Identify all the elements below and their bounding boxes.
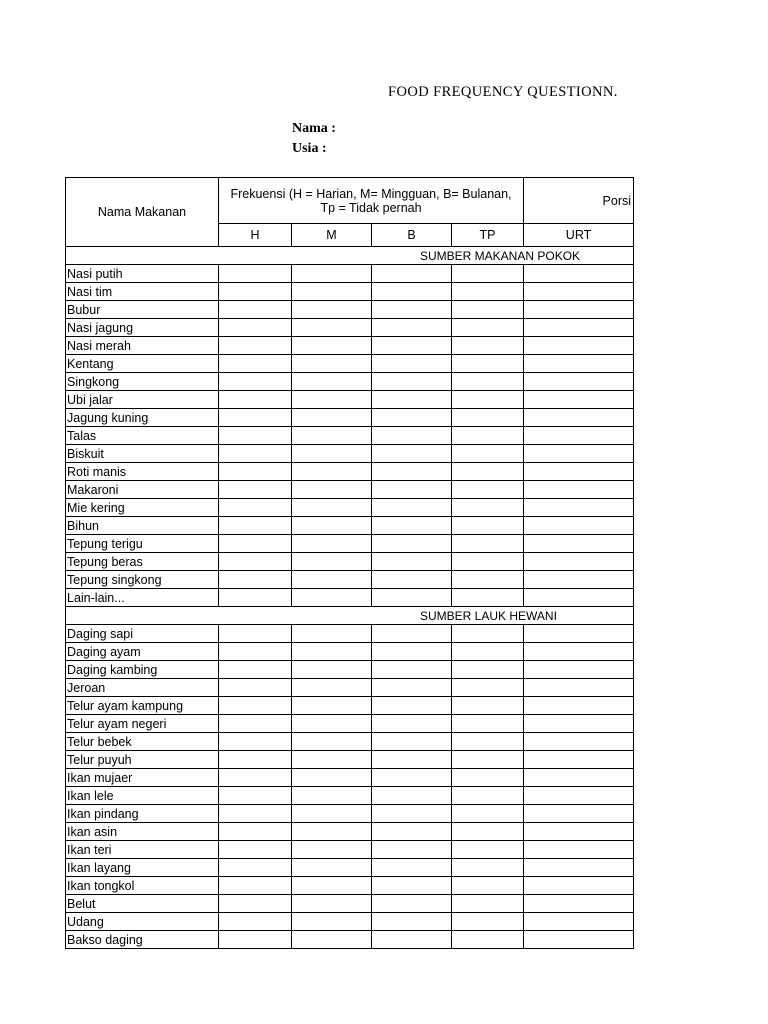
food-name-cell: Mie kering	[66, 499, 219, 517]
food-name-cell: Tepung terigu	[66, 535, 219, 553]
frequency-h-cell[interactable]	[219, 571, 292, 589]
frequency-b-cell[interactable]	[372, 553, 452, 571]
food-row	[66, 697, 634, 715]
header-col-tp: TP	[452, 224, 524, 247]
frequency-tp-cell[interactable]	[452, 409, 524, 427]
frequency-m-cell[interactable]	[292, 625, 372, 643]
frequency-b-cell[interactable]	[372, 895, 452, 913]
food-name-cell: Bakso daging	[66, 931, 219, 949]
food-name-cell: Bihun	[66, 517, 219, 535]
frequency-h-cell[interactable]	[219, 337, 292, 355]
food-row	[66, 355, 634, 373]
food-row	[66, 571, 634, 589]
frequency-h-cell[interactable]	[219, 445, 292, 463]
frequency-tp-cell[interactable]	[452, 841, 524, 859]
food-name-cell: Kentang	[66, 355, 219, 373]
frequency-h-cell[interactable]	[219, 841, 292, 859]
frequency-tp-cell[interactable]	[452, 355, 524, 373]
frequency-h-cell[interactable]	[219, 733, 292, 751]
frequency-b-cell[interactable]	[372, 373, 452, 391]
food-row	[66, 625, 634, 643]
frequency-m-cell[interactable]	[292, 409, 372, 427]
frequency-m-cell[interactable]	[292, 661, 372, 679]
frequency-h-cell[interactable]	[219, 715, 292, 733]
header-col-m: M	[292, 224, 372, 247]
frequency-b-cell[interactable]	[372, 841, 452, 859]
frequency-b-cell[interactable]	[372, 769, 452, 787]
frequency-urt-cell[interactable]	[524, 319, 634, 337]
frequency-tp-cell[interactable]	[452, 625, 524, 643]
frequency-urt-cell[interactable]	[524, 427, 634, 445]
food-name-cell: Biskuit	[66, 445, 219, 463]
frequency-urt-cell[interactable]	[524, 571, 634, 589]
frequency-m-cell[interactable]	[292, 715, 372, 733]
frequency-urt-cell[interactable]	[524, 355, 634, 373]
frequency-tp-cell[interactable]	[452, 751, 524, 769]
frequency-tp-cell[interactable]	[452, 391, 524, 409]
frequency-tp-cell[interactable]	[452, 571, 524, 589]
frequency-h-cell[interactable]	[219, 319, 292, 337]
frequency-h-cell[interactable]	[219, 355, 292, 373]
food-row	[66, 337, 634, 355]
frequency-h-cell[interactable]	[219, 589, 292, 607]
frequency-b-cell[interactable]	[372, 283, 452, 301]
frequency-m-cell[interactable]	[292, 859, 372, 877]
food-row	[66, 679, 634, 697]
frequency-m-cell[interactable]	[292, 535, 372, 553]
frequency-b-cell[interactable]	[372, 319, 452, 337]
frequency-m-cell[interactable]	[292, 841, 372, 859]
frequency-b-cell[interactable]	[372, 571, 452, 589]
frequency-h-cell[interactable]	[219, 409, 292, 427]
frequency-b-cell[interactable]	[372, 661, 452, 679]
frequency-b-cell[interactable]	[372, 409, 452, 427]
food-name-cell: Ikan mujaer	[66, 769, 219, 787]
frequency-h-cell[interactable]	[219, 751, 292, 769]
frequency-m-cell[interactable]	[292, 391, 372, 409]
food-row	[66, 409, 634, 427]
frequency-h-cell[interactable]	[219, 463, 292, 481]
frequency-m-cell[interactable]	[292, 427, 372, 445]
food-row	[66, 391, 634, 409]
section-title: SUMBER MAKANAN POKOK	[66, 247, 634, 265]
frequency-b-cell[interactable]	[372, 931, 452, 949]
frequency-m-cell[interactable]	[292, 499, 372, 517]
frequency-b-cell[interactable]	[372, 337, 452, 355]
frequency-h-cell[interactable]	[219, 697, 292, 715]
frequency-tp-cell[interactable]	[452, 319, 524, 337]
frequency-tp-cell[interactable]	[452, 805, 524, 823]
frequency-urt-cell[interactable]	[524, 769, 634, 787]
frequency-urt-cell[interactable]	[524, 697, 634, 715]
food-row	[66, 823, 634, 841]
frequency-b-cell[interactable]	[372, 733, 452, 751]
frequency-urt-cell[interactable]	[524, 499, 634, 517]
food-row	[66, 427, 634, 445]
frequency-urt-cell[interactable]	[524, 265, 634, 283]
frequency-tp-cell[interactable]	[452, 427, 524, 445]
frequency-b-cell[interactable]	[372, 823, 452, 841]
food-name-cell: Ikan pindang	[66, 805, 219, 823]
frequency-tp-cell[interactable]	[452, 913, 524, 931]
food-name-cell: Lain-lain...	[66, 589, 219, 607]
food-name-cell: Daging sapi	[66, 625, 219, 643]
food-row	[66, 463, 634, 481]
frequency-b-cell[interactable]	[372, 499, 452, 517]
frequency-urt-cell[interactable]	[524, 445, 634, 463]
frequency-urt-cell[interactable]	[524, 751, 634, 769]
food-name-cell: Nasi tim	[66, 283, 219, 301]
frequency-tp-cell[interactable]	[452, 553, 524, 571]
frequency-b-cell[interactable]	[372, 751, 452, 769]
frequency-tp-cell[interactable]	[452, 499, 524, 517]
section-header-row	[66, 607, 634, 625]
food-name-cell: Telur bebek	[66, 733, 219, 751]
frequency-h-cell[interactable]	[219, 499, 292, 517]
frequency-tp-cell[interactable]	[452, 715, 524, 733]
frequency-b-cell[interactable]	[372, 427, 452, 445]
frequency-urt-cell[interactable]	[524, 553, 634, 571]
ffq-table	[65, 177, 634, 949]
food-name-cell: Bubur	[66, 301, 219, 319]
header-food-name: Nama Makanan	[66, 178, 219, 247]
frequency-m-cell[interactable]	[292, 751, 372, 769]
frequency-urt-cell[interactable]	[524, 283, 634, 301]
frequency-m-cell[interactable]	[292, 589, 372, 607]
frequency-tp-cell[interactable]	[452, 337, 524, 355]
frequency-urt-cell[interactable]	[524, 895, 634, 913]
frequency-b-cell[interactable]	[372, 463, 452, 481]
food-row	[66, 265, 634, 283]
food-name-cell: Singkong	[66, 373, 219, 391]
header-frequency: Frekuensi (H = Harian, M= Mingguan, B= Bulanan, Tp = Tidak pernah	[219, 178, 524, 224]
frequency-b-cell[interactable]	[372, 805, 452, 823]
frequency-urt-cell[interactable]	[524, 913, 634, 931]
frequency-h-cell[interactable]	[219, 535, 292, 553]
food-row	[66, 481, 634, 499]
header-col-b: B	[372, 224, 452, 247]
frequency-h-cell[interactable]	[219, 859, 292, 877]
frequency-tp-cell[interactable]	[452, 895, 524, 913]
frequency-m-cell[interactable]	[292, 823, 372, 841]
frequency-m-cell[interactable]	[292, 265, 372, 283]
frequency-h-cell[interactable]	[219, 787, 292, 805]
frequency-m-cell[interactable]	[292, 697, 372, 715]
frequency-urt-cell[interactable]	[524, 337, 634, 355]
frequency-b-cell[interactable]	[372, 589, 452, 607]
frequency-tp-cell[interactable]	[452, 283, 524, 301]
frequency-b-cell[interactable]	[372, 391, 452, 409]
food-row	[66, 301, 634, 319]
frequency-tp-cell[interactable]	[452, 859, 524, 877]
frequency-m-cell[interactable]	[292, 877, 372, 895]
frequency-h-cell[interactable]	[219, 679, 292, 697]
food-row	[66, 895, 634, 913]
document-title: FOOD FREQUENCY QUESTIONN.	[388, 84, 618, 100]
frequency-urt-cell[interactable]	[524, 463, 634, 481]
food-name-cell: Ikan asin	[66, 823, 219, 841]
header-col-urt: URT	[524, 224, 634, 247]
food-row	[66, 319, 634, 337]
frequency-urt-cell[interactable]	[524, 805, 634, 823]
frequency-h-cell[interactable]	[219, 553, 292, 571]
frequency-h-cell[interactable]	[219, 769, 292, 787]
frequency-b-cell[interactable]	[372, 265, 452, 283]
frequency-h-cell[interactable]	[219, 301, 292, 319]
frequency-urt-cell[interactable]	[524, 661, 634, 679]
frequency-m-cell[interactable]	[292, 553, 372, 571]
frequency-m-cell[interactable]	[292, 805, 372, 823]
frequency-h-cell[interactable]	[219, 913, 292, 931]
frequency-tp-cell[interactable]	[452, 679, 524, 697]
food-name-cell: Ikan teri	[66, 841, 219, 859]
frequency-tp-cell[interactable]	[452, 301, 524, 319]
frequency-h-cell[interactable]	[219, 931, 292, 949]
frequency-tp-cell[interactable]	[452, 445, 524, 463]
frequency-b-cell[interactable]	[372, 517, 452, 535]
frequency-tp-cell[interactable]	[452, 535, 524, 553]
frequency-m-cell[interactable]	[292, 481, 372, 499]
frequency-b-cell[interactable]	[372, 715, 452, 733]
nama-label: Nama :	[292, 121, 336, 136]
frequency-b-cell[interactable]	[372, 859, 452, 877]
frequency-m-cell[interactable]	[292, 301, 372, 319]
food-row	[66, 661, 634, 679]
food-name-cell: Daging kambing	[66, 661, 219, 679]
header-col-h: H	[219, 224, 292, 247]
food-name-cell: Udang	[66, 913, 219, 931]
food-name-cell: Ikan tongkol	[66, 877, 219, 895]
frequency-b-cell[interactable]	[372, 355, 452, 373]
frequency-h-cell[interactable]	[219, 805, 292, 823]
header-portion: Porsi	[524, 178, 634, 224]
food-row	[66, 751, 634, 769]
food-row	[66, 445, 634, 463]
frequency-m-cell[interactable]	[292, 571, 372, 589]
frequency-m-cell[interactable]	[292, 355, 372, 373]
frequency-h-cell[interactable]	[219, 643, 292, 661]
food-name-cell: Nasi putih	[66, 265, 219, 283]
frequency-tp-cell[interactable]	[452, 643, 524, 661]
frequency-h-cell[interactable]	[219, 373, 292, 391]
frequency-tp-cell[interactable]	[452, 787, 524, 805]
frequency-tp-cell[interactable]	[452, 463, 524, 481]
food-name-cell: Telur puyuh	[66, 751, 219, 769]
frequency-tp-cell[interactable]	[452, 733, 524, 751]
food-row	[66, 841, 634, 859]
frequency-urt-cell[interactable]	[524, 517, 634, 535]
food-row	[66, 769, 634, 787]
frequency-h-cell[interactable]	[219, 265, 292, 283]
frequency-m-cell[interactable]	[292, 643, 372, 661]
food-row	[66, 283, 634, 301]
food-row	[66, 643, 634, 661]
frequency-m-cell[interactable]	[292, 373, 372, 391]
food-name-cell: Nasi jagung	[66, 319, 219, 337]
food-name-cell: Jeroan	[66, 679, 219, 697]
frequency-h-cell[interactable]	[219, 877, 292, 895]
frequency-tp-cell[interactable]	[452, 373, 524, 391]
frequency-b-cell[interactable]	[372, 679, 452, 697]
food-name-cell: Jagung kuning	[66, 409, 219, 427]
food-name-cell: Tepung beras	[66, 553, 219, 571]
frequency-urt-cell[interactable]	[524, 373, 634, 391]
frequency-h-cell[interactable]	[219, 391, 292, 409]
food-name-cell: Roti manis	[66, 463, 219, 481]
food-name-cell: Telur ayam kampung	[66, 697, 219, 715]
food-row	[66, 715, 634, 733]
frequency-m-cell[interactable]	[292, 337, 372, 355]
frequency-h-cell[interactable]	[219, 427, 292, 445]
frequency-m-cell[interactable]	[292, 463, 372, 481]
frequency-urt-cell[interactable]	[524, 409, 634, 427]
food-row	[66, 877, 634, 895]
frequency-tp-cell[interactable]	[452, 517, 524, 535]
frequency-b-cell[interactable]	[372, 787, 452, 805]
frequency-h-cell[interactable]	[219, 517, 292, 535]
frequency-b-cell[interactable]	[372, 643, 452, 661]
usia-label: Usia :	[292, 141, 327, 156]
frequency-urt-cell[interactable]	[524, 301, 634, 319]
section-title: SUMBER LAUK HEWANI	[66, 607, 634, 625]
food-row	[66, 931, 634, 949]
frequency-h-cell[interactable]	[219, 481, 292, 499]
frequency-urt-cell[interactable]	[524, 535, 634, 553]
frequency-tp-cell[interactable]	[452, 823, 524, 841]
frequency-tp-cell[interactable]	[452, 481, 524, 499]
frequency-m-cell[interactable]	[292, 931, 372, 949]
food-row	[66, 859, 634, 877]
food-name-cell: Ubi jalar	[66, 391, 219, 409]
section-header-row	[66, 247, 634, 265]
frequency-h-cell[interactable]	[219, 823, 292, 841]
frequency-h-cell[interactable]	[219, 625, 292, 643]
frequency-h-cell[interactable]	[219, 661, 292, 679]
frequency-m-cell[interactable]	[292, 517, 372, 535]
header-row	[66, 178, 634, 224]
food-name-cell: Makaroni	[66, 481, 219, 499]
frequency-urt-cell[interactable]	[524, 931, 634, 949]
ffq-sheet	[65, 177, 633, 949]
frequency-urt-cell[interactable]	[524, 841, 634, 859]
frequency-tp-cell[interactable]	[452, 769, 524, 787]
frequency-urt-cell[interactable]	[524, 481, 634, 499]
ffq-table-body	[66, 247, 634, 949]
frequency-urt-cell[interactable]	[524, 625, 634, 643]
food-name-cell: Ikan layang	[66, 859, 219, 877]
food-name-cell: Ikan lele	[66, 787, 219, 805]
frequency-m-cell[interactable]	[292, 895, 372, 913]
frequency-m-cell[interactable]	[292, 787, 372, 805]
food-name-cell: Belut	[66, 895, 219, 913]
frequency-m-cell[interactable]	[292, 679, 372, 697]
frequency-urt-cell[interactable]	[524, 787, 634, 805]
frequency-tp-cell[interactable]	[452, 589, 524, 607]
frequency-b-cell[interactable]	[372, 481, 452, 499]
frequency-urt-cell[interactable]	[524, 679, 634, 697]
food-row	[66, 553, 634, 571]
frequency-b-cell[interactable]	[372, 697, 452, 715]
food-row	[66, 805, 634, 823]
food-row	[66, 733, 634, 751]
frequency-b-cell[interactable]	[372, 301, 452, 319]
frequency-m-cell[interactable]	[292, 913, 372, 931]
frequency-urt-cell[interactable]	[524, 859, 634, 877]
food-row	[66, 517, 634, 535]
food-row	[66, 913, 634, 931]
frequency-b-cell[interactable]	[372, 445, 452, 463]
frequency-b-cell[interactable]	[372, 877, 452, 895]
frequency-m-cell[interactable]	[292, 769, 372, 787]
frequency-m-cell[interactable]	[292, 445, 372, 463]
frequency-urt-cell[interactable]	[524, 715, 634, 733]
frequency-b-cell[interactable]	[372, 625, 452, 643]
food-name-cell: Talas	[66, 427, 219, 445]
food-row	[66, 787, 634, 805]
food-name-cell: Tepung singkong	[66, 571, 219, 589]
frequency-urt-cell[interactable]	[524, 823, 634, 841]
food-row	[66, 535, 634, 553]
food-row	[66, 589, 634, 607]
frequency-m-cell[interactable]	[292, 733, 372, 751]
food-name-cell: Daging ayam	[66, 643, 219, 661]
food-row	[66, 373, 634, 391]
frequency-b-cell[interactable]	[372, 913, 452, 931]
frequency-tp-cell[interactable]	[452, 877, 524, 895]
frequency-tp-cell[interactable]	[452, 265, 524, 283]
frequency-m-cell[interactable]	[292, 319, 372, 337]
frequency-tp-cell[interactable]	[452, 661, 524, 679]
frequency-urt-cell[interactable]	[524, 589, 634, 607]
frequency-m-cell[interactable]	[292, 283, 372, 301]
frequency-urt-cell[interactable]	[524, 877, 634, 895]
food-name-cell: Telur ayam negeri	[66, 715, 219, 733]
frequency-b-cell[interactable]	[372, 535, 452, 553]
frequency-urt-cell[interactable]	[524, 733, 634, 751]
food-row	[66, 499, 634, 517]
frequency-tp-cell[interactable]	[452, 697, 524, 715]
food-name-cell: Nasi merah	[66, 337, 219, 355]
frequency-tp-cell[interactable]	[452, 931, 524, 949]
frequency-h-cell[interactable]	[219, 895, 292, 913]
frequency-h-cell[interactable]	[219, 283, 292, 301]
frequency-urt-cell[interactable]	[524, 391, 634, 409]
frequency-urt-cell[interactable]	[524, 643, 634, 661]
